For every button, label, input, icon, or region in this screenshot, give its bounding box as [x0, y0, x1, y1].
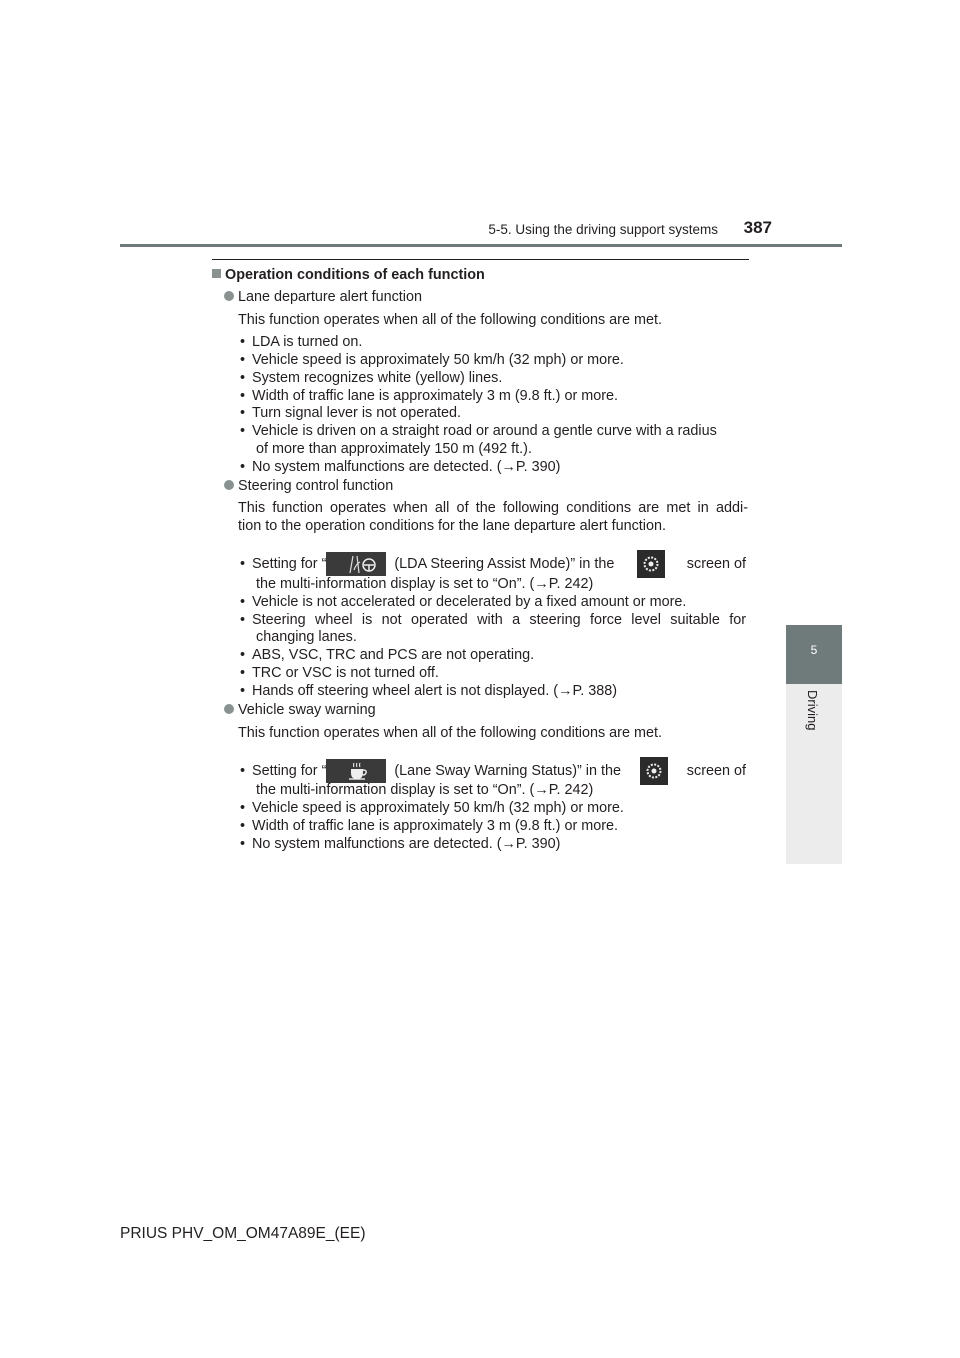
- page-header: [420, 218, 780, 240]
- list-item-continuation: the multi-information display is set to “On”. (→P. 242): [256, 782, 594, 798]
- list-item: • Vehicle is not accelerated or decelerated by a fixed amount or more.: [240, 594, 687, 610]
- list-item: • System recognizes white (yellow) lines.: [240, 370, 503, 386]
- section-heading: Operation conditions of each function: [212, 266, 485, 284]
- list-item: • Hands off steering wheel alert is not displayed. (→P. 388): [240, 683, 618, 699]
- section-title: 5-5. Using the driving support systems: [488, 222, 718, 237]
- list-item: • Turn signal lever is not operated.: [240, 405, 462, 421]
- circle-bullet-icon: [224, 291, 234, 301]
- list-item: • Width of traffic lane is approximately 3 m (9.8 ft.) or more.: [240, 388, 619, 404]
- list-item: • Vehicle speed is approximately 50 km/h (32 mph) or more.: [240, 800, 624, 816]
- header-rule: [120, 244, 842, 247]
- steering-intro-line1: This function operates when all of the following conditions are met in addi-: [238, 500, 748, 516]
- steering-title: Steering control function: [224, 477, 393, 495]
- list-item-continuation: of more than approximately 150 m (492 ft.).: [256, 441, 532, 457]
- lda-steering-assist-icon: [326, 552, 386, 576]
- list-item: • TRC or VSC is not turned off.: [240, 665, 439, 681]
- list-item: • Setting for “ (LDA Steering Assist Mode)” in the screen of: [240, 550, 746, 578]
- content-rule: [212, 259, 749, 260]
- list-item: • Vehicle is driven on a straight road or around a gentle curve with a radius: [240, 423, 717, 439]
- list-item: • ABS, VSC, TRC and PCS are not operating.: [240, 647, 535, 663]
- list-item: • Steering wheel is not operated with a steering force level suitable for: [240, 612, 746, 628]
- list-item: • No system malfunctions are detected. (→P. 390): [240, 836, 561, 852]
- list-item: • LDA is turned on.: [240, 334, 363, 350]
- list-item: • No system malfunctions are detected. (→P. 390): [240, 459, 561, 475]
- square-bullet-icon: [212, 269, 221, 278]
- chapter-number: 5: [810, 643, 818, 657]
- circle-bullet-icon: [224, 704, 234, 714]
- coffee-cup-icon: [326, 759, 386, 783]
- settings-gear-icon: [637, 550, 665, 578]
- sway-title: Vehicle sway warning: [224, 701, 376, 719]
- chapter-label-box: [786, 690, 842, 770]
- list-item: • Vehicle speed is approximately 50 km/h (32 mph) or more.: [240, 352, 624, 368]
- list-item: • Width of traffic lane is approximately 3 m (9.8 ft.) or more.: [240, 818, 619, 834]
- list-item: • Setting for “ (Lane Sway Warning Status)” in the screen of: [240, 757, 746, 785]
- page-number: 387: [743, 218, 772, 237]
- steering-intro-line2: tion to the operation conditions for the lane departure alert function.: [238, 518, 667, 534]
- circle-bullet-icon: [224, 480, 234, 490]
- document-footer: PRIUS PHV_OM_OM47A89E_(EE): [120, 1225, 366, 1242]
- lda-title: Lane departure alert function: [224, 288, 422, 306]
- sway-intro: This function operates when all of the following conditions are met.: [238, 725, 662, 741]
- list-item-continuation: changing lanes.: [256, 629, 357, 645]
- lda-intro: This function operates when all of the following conditions are met.: [238, 312, 662, 328]
- list-item-continuation: the multi-information display is set to “On”. (→P. 242): [256, 576, 594, 592]
- chapter-label: Driving: [805, 690, 820, 731]
